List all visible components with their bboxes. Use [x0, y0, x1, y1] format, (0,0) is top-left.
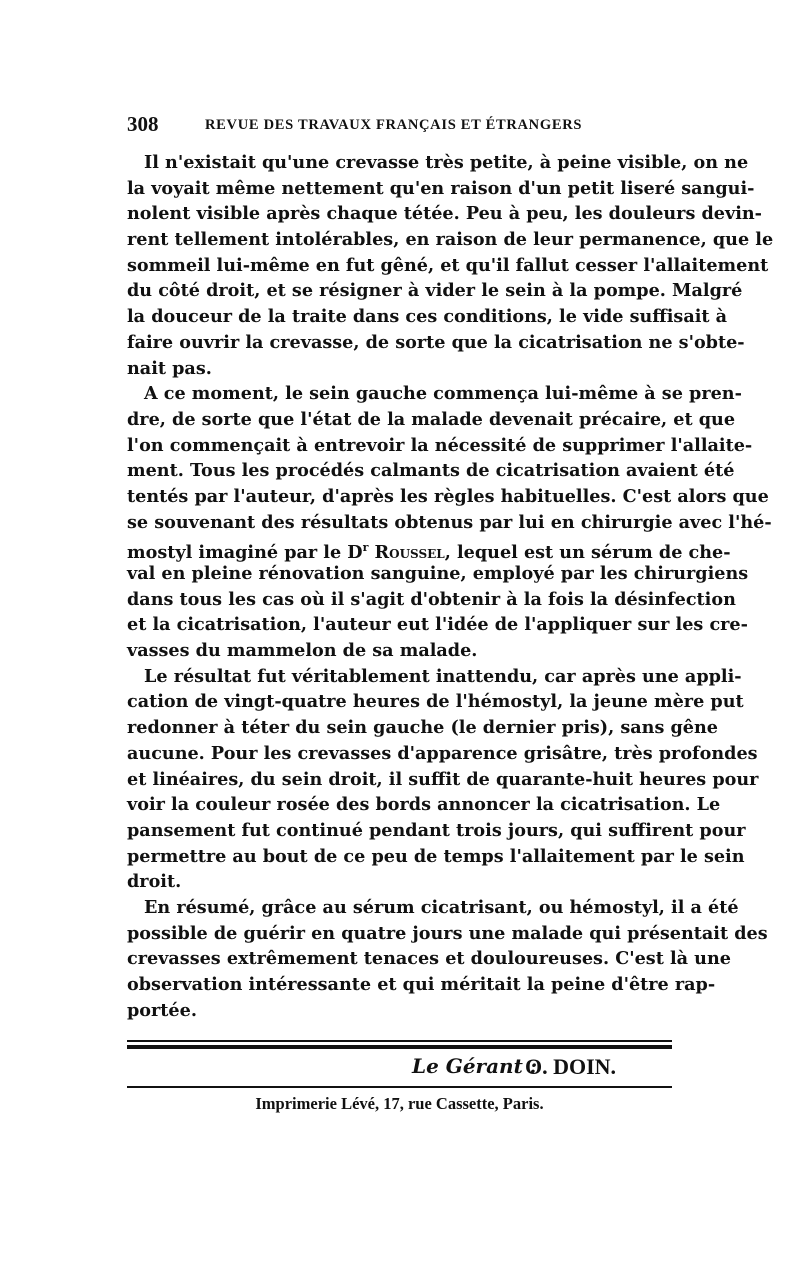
text-line: droit.	[127, 871, 182, 893]
author-name: Roussel	[374, 542, 445, 564]
text-line: possible de guérir en quatre jours une malade qui présentait des	[127, 922, 768, 944]
text-line: et linéaires, du sein droit, il suffit de quarante-huit heures pour	[127, 768, 759, 790]
text-line-composite	[127, 535, 731, 564]
text-line: observation intéressante et qui méritait la peine d'être rap-	[127, 974, 716, 995]
text-line: permettre au bout de ce peu de temps l'allaitement par le sein	[127, 845, 745, 867]
double-rule-divider	[127, 1040, 672, 1049]
article-body	[127, 150, 774, 1023]
rule-divider	[127, 1086, 672, 1088]
text-line: et la cicatrisation, l'auteur eut l'idée de l'appliquer sur les cre-	[127, 614, 748, 636]
text-line: redonner à téter du sein gauche (le dernier pris), sans gêne	[127, 717, 718, 739]
text-line: se souvenant des résultats obtenus par lui en chirurgie avec l'hé-	[127, 511, 772, 533]
signature-name: O. DOIN.	[525, 1054, 617, 1079]
signature-block	[127, 1054, 672, 1086]
text-line: l'on commençait à entrevoir la nécessité de supprimer l'allaite-	[127, 434, 753, 456]
text-segment: mostyl imaginé par le D	[127, 542, 363, 564]
text-line: dre, de sorte que l'état de la malade devenait précaire, et que	[127, 408, 736, 430]
text-line: portée.	[127, 999, 197, 1021]
text-line: ment. Tous les procédés calmants de cicatrisation avaient été	[127, 460, 735, 482]
text-line: vasses du mammelon de sa malade.	[127, 640, 478, 662]
text-line: dans tous les cas où il s'agit d'obtenir à la fois la désinfection	[127, 588, 736, 610]
text-line: nolent visible après chaque tétée. Peu à peu, les douleurs devin-	[127, 203, 762, 225]
text-line: faire ouvrir la crevasse, de sorte que la cicatrisation ne s'obte-	[127, 331, 745, 353]
text-line: nait pas.	[127, 357, 212, 379]
text-line: Le résultat fut véritablement inattendu, car après une appli-	[144, 665, 742, 687]
text-line: crevasses extrêmement tenaces et douloureuses. C'est là une	[127, 948, 731, 970]
text-line: cation de vingt-quatre heures de l'hémostyl, la jeune mère put	[127, 691, 744, 713]
running-title: REVUE DES TRAVAUX FRANÇAIS ET ÉTRANGERS	[205, 117, 583, 133]
text-line: sommeil lui-même en fut gêné, et qu'il fallut cesser l'allaitement	[127, 254, 769, 276]
signature-label: Le Gérant :	[412, 1054, 538, 1078]
text-line: val en pleine rénovation sanguine, employé par les chirurgiens	[127, 563, 749, 584]
text-line: A ce moment, le sein gauche commença lui-même à se pren-	[144, 383, 742, 405]
text-line: Il n'existait qu'une crevasse très petite, à peine visible, on ne	[144, 152, 749, 173]
text-line: du côté droit, et se résigner à vider le sein à la pompe. Malgré	[127, 280, 743, 302]
text-line: la douceur de la traite dans ces conditions, le vide suffisait à	[127, 306, 728, 328]
text-line: tentés par l'auteur, d'après les règles habituelles. C'est alors que	[127, 485, 769, 507]
text-line: En résumé, grâce au sérum cicatrisant, ou hémostyl, il a été	[144, 896, 739, 918]
text-line: aucune. Pour les crevasses d'apparence grisâtre, très profondes	[127, 742, 758, 764]
text-line: rent tellement intolérables, en raison de leur permanence, que le	[127, 229, 774, 251]
superscript: r	[362, 541, 369, 555]
page-number: 308	[127, 112, 159, 136]
text-segment: , lequel est un sérum de che-	[444, 542, 731, 564]
text-line: voir la couleur rosée des bords annoncer la cicatrisation. Le	[127, 794, 721, 816]
text-line: la voyait même nettement qu'en raison d'un petit liseré sangui-	[127, 177, 755, 199]
printer-imprint: Imprimerie Lévé, 17, rue Cassette, Paris.	[255, 1094, 544, 1113]
text-line: pansement fut continué pendant trois jours, qui suffirent pour	[127, 819, 746, 841]
running-header	[127, 112, 672, 142]
